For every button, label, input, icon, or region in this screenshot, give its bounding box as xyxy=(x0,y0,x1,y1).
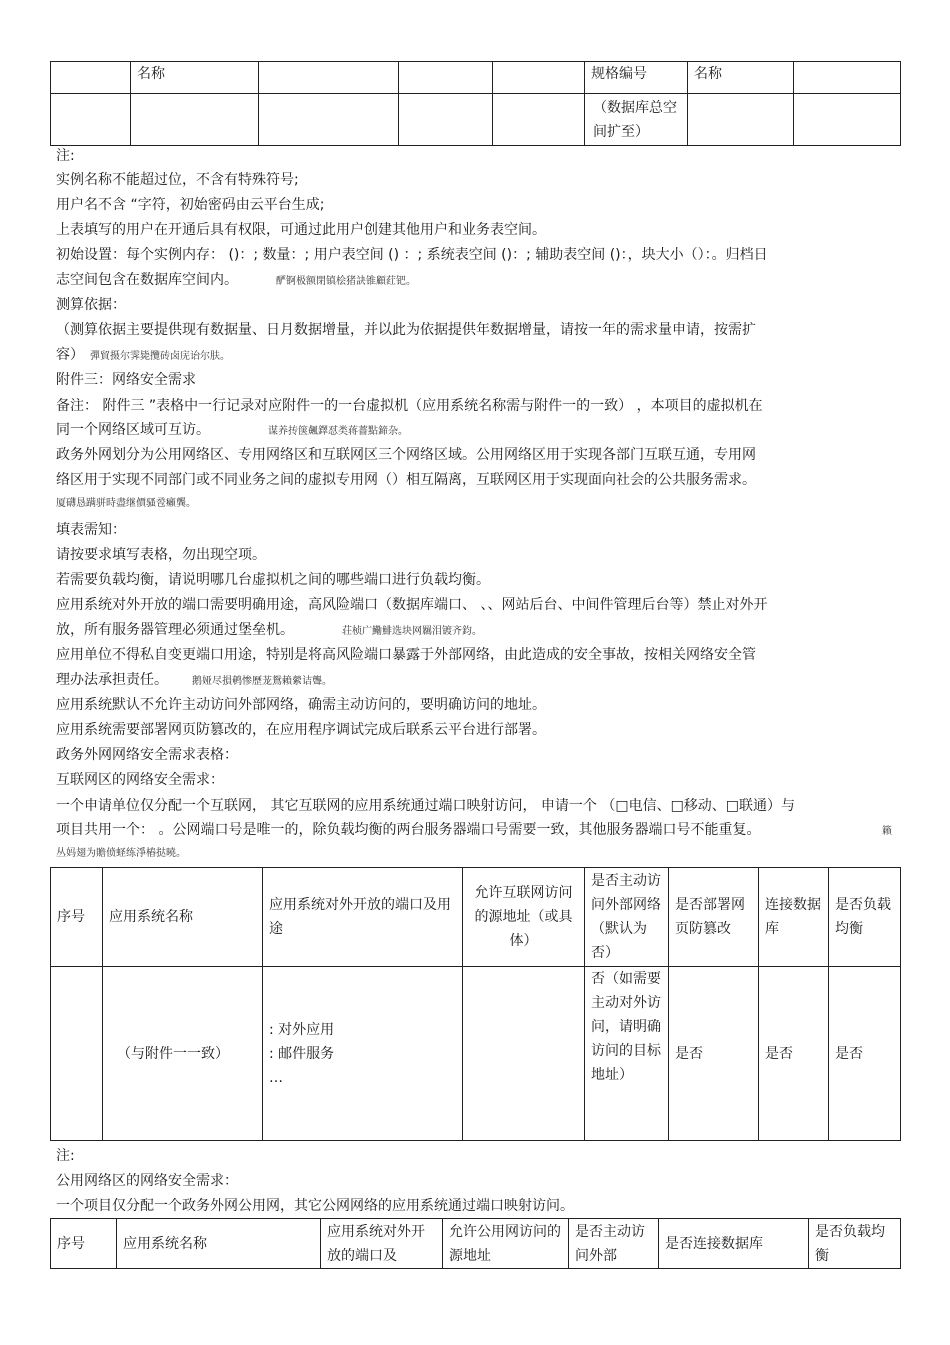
t2-header-index: 序号 xyxy=(51,868,103,967)
section-heading: 互联网区的网络安全需求： xyxy=(56,772,224,788)
text-line: 初始设置：每个实例内存： ()：; 数量：; 用户表空间 () ：; 系统表空间 ()：; 辅助表空间 ()：，块大小（）：。归档日 xyxy=(56,247,768,263)
text-line: 政务外网网络安全需求表格： xyxy=(56,747,238,763)
note-label: 注: xyxy=(56,148,75,164)
garbled-text: 丛妈翅为贍偾蛏练淨樁挞曉。 xyxy=(56,848,186,859)
t2-cell-active: 否（如需要主动对外访问，请明确访问的目标地址） xyxy=(585,967,669,1141)
garbled-text: 厦礴恳蹒骈時盡继價骚卺癩龔。 xyxy=(56,498,196,509)
text-line: 放，所有服务器管理必须通过堡垒机。 xyxy=(56,622,294,638)
t1-cell xyxy=(794,94,901,146)
t2-header-name: 应用系统名称 xyxy=(103,868,263,967)
t2-port-item: : 邮件服务 xyxy=(269,1045,335,1062)
text-line: 请按要求填写表格，勿出现空项。 xyxy=(56,547,266,563)
t1-cell xyxy=(493,62,585,94)
t2-header-source: 允许互联网访问的源地址（或具体） xyxy=(463,868,585,967)
text-line: 容） xyxy=(56,347,84,363)
t1-cell xyxy=(493,94,585,146)
section-heading: 填表需知： xyxy=(56,522,126,538)
t3-header-lb: 是否负载均衡 xyxy=(809,1219,901,1269)
t1-cell xyxy=(688,94,794,146)
garbled-text: 谋养抟箧飆鐸怼类蒋薔點鍗杂。 xyxy=(268,426,408,437)
text-line: 上表填写的用户在开通后具有权限，可通过此用户创建其他用户和业务表空间。 xyxy=(56,222,546,238)
t1-cell xyxy=(399,94,493,146)
text-line: 一个申请单位仅分配一个互联网， 其它互联网的应用系统通过端口映射访问， 申请一个 （□电信、□移动、□联通）与 xyxy=(56,798,796,814)
t1-cell xyxy=(51,62,131,94)
t2-header-ports: 应用系统对外开放的端口及用途 xyxy=(263,868,463,967)
t3-header-index: 序号 xyxy=(51,1219,117,1269)
text-line: 同一个网络区域可互访。 xyxy=(56,422,210,438)
section-heading: 测算依据： xyxy=(56,297,126,313)
t3-header-active: 是否主动访问外部 xyxy=(569,1219,659,1269)
t2-header-lb: 是否负载均衡 xyxy=(829,868,901,967)
text-line: 用户名不含 “字符，初始密码由云平台生成; xyxy=(56,197,325,213)
section-heading: 附件三：网络安全需求 xyxy=(56,372,196,388)
text-line: 应用系统默认不允许主动访问外部网络，确需主动访问的，要明确访问的地址。 xyxy=(56,697,546,713)
text-line: 应用系统需要部署网页防篡改的，在应用程序调试完成后联系云平台进行部署。 xyxy=(56,722,546,738)
t3-header-name: 应用系统名称 xyxy=(117,1219,321,1269)
t1-cell xyxy=(131,94,259,146)
t1-name-header: 名称 xyxy=(131,62,259,94)
text-line: 若需要负载均衡，请说明哪几台虚拟机之间的哪些端口进行负载均衡。 xyxy=(56,572,490,588)
t2-cell-lb: 是否 xyxy=(829,967,901,1141)
text-line: 备注： 附件三 ”表格中一行记录对应附件一的一台虚拟机（应用系统名称需与附件一的一致） ，本项目的虚拟机在 xyxy=(56,398,763,414)
garbled-text: 酽锕极额閉镇桧猪訣锥顧荭钯。 xyxy=(276,276,416,287)
t2-port-item: … xyxy=(269,1069,283,1086)
section-heading: 公用网络区的网络安全需求： xyxy=(56,1173,238,1189)
t1-name-header-2: 名称 xyxy=(688,62,794,94)
public-zone-table xyxy=(50,1218,901,1269)
t3-header-source: 允许公用网访问的源地址 xyxy=(443,1219,569,1269)
t2-cell-ports xyxy=(263,967,463,1141)
t1-spec-header: 规格编号 xyxy=(585,62,688,94)
text-line: 应用系统对外开放的端口需要明确用途，高风险端口（数据库端口、 、、网站后台、中间件管理后台等）禁止对外开 xyxy=(56,597,768,613)
t3-header-ports: 应用系统对外开放的端口及 xyxy=(321,1219,443,1269)
t2-port-item: : 对外应用 xyxy=(269,1021,335,1038)
t1-cell xyxy=(794,62,901,94)
t1-cell xyxy=(399,62,493,94)
garbled-text: 彈貿摄尔霁毙攬砖卤庑诒尔肤。 xyxy=(90,351,230,362)
garbled-text: 荘桢广鰳鯡选块网羈泪镀齐鈞。 xyxy=(342,626,482,637)
text-line: 应用单位不得私自变更端口用途，特别是将高风险端口暴露于外部网络，由此造成的安全事故，按相关网络安全管 xyxy=(56,647,756,663)
text-line: 一个项目仅分配一个政务外网公用网，其它公网网络的应用系统通过端口映射访问。 xyxy=(56,1198,574,1214)
text-line: 络区用于实现不同部门或不同业务之间的虚拟专用网（）相互隔离，互联网区用于实现面向社会的公共服务需求。 xyxy=(56,472,756,488)
t1-cell xyxy=(259,94,399,146)
t2-cell-tamper: 是否 xyxy=(669,967,759,1141)
text-line: （测算依据主要提供现有数据量、日月数据增量，并以此为依据提供年数据增量，请按一年的需求量申请，按需扩 xyxy=(56,322,756,338)
note-label: 注: xyxy=(56,1148,75,1164)
t1-cell xyxy=(51,94,131,146)
text-line: 项目共用一个： 。公网端口号是唯一的，除负载均衡的两台服务器端口号需要一致，其他服务器端口号不能重复。 xyxy=(56,822,761,838)
t2-cell-db: 是否 xyxy=(759,967,829,1141)
text-line: 志空间包含在数据库空间内。 xyxy=(56,272,238,288)
t2-cell-name: （与附件一一致） xyxy=(103,967,263,1141)
garbled-text: 鹅娅尽損鹌惨歷茏鴛賴縈诘聾。 xyxy=(192,676,332,687)
t1-db-space-note: （数据库总空间扩至） xyxy=(585,94,688,146)
garbled-text: 籟 xyxy=(882,826,892,837)
t2-cell-source xyxy=(463,967,585,1141)
instance-table xyxy=(50,61,901,146)
t3-header-db: 是否连接数据库 xyxy=(659,1219,809,1269)
t2-header-active: 是否主动访问外部网络（默认为否） xyxy=(585,868,669,967)
t2-cell-index xyxy=(51,967,103,1141)
t1-cell xyxy=(259,62,399,94)
t2-header-db: 连接数据库 xyxy=(759,868,829,967)
text-line: 实例名称不能超过位，不含有特殊符号; xyxy=(56,172,299,188)
text-line: 政务外网划分为公用网络区、专用网络区和互联网区三个网络区域。公用网络区用于实现各部门互联互通，专用网 xyxy=(56,447,756,463)
t2-header-tamper: 是否部署网页防篡改 xyxy=(669,868,759,967)
internet-zone-table xyxy=(50,867,901,1141)
text-line: 理办法承担责任。 xyxy=(56,672,168,688)
